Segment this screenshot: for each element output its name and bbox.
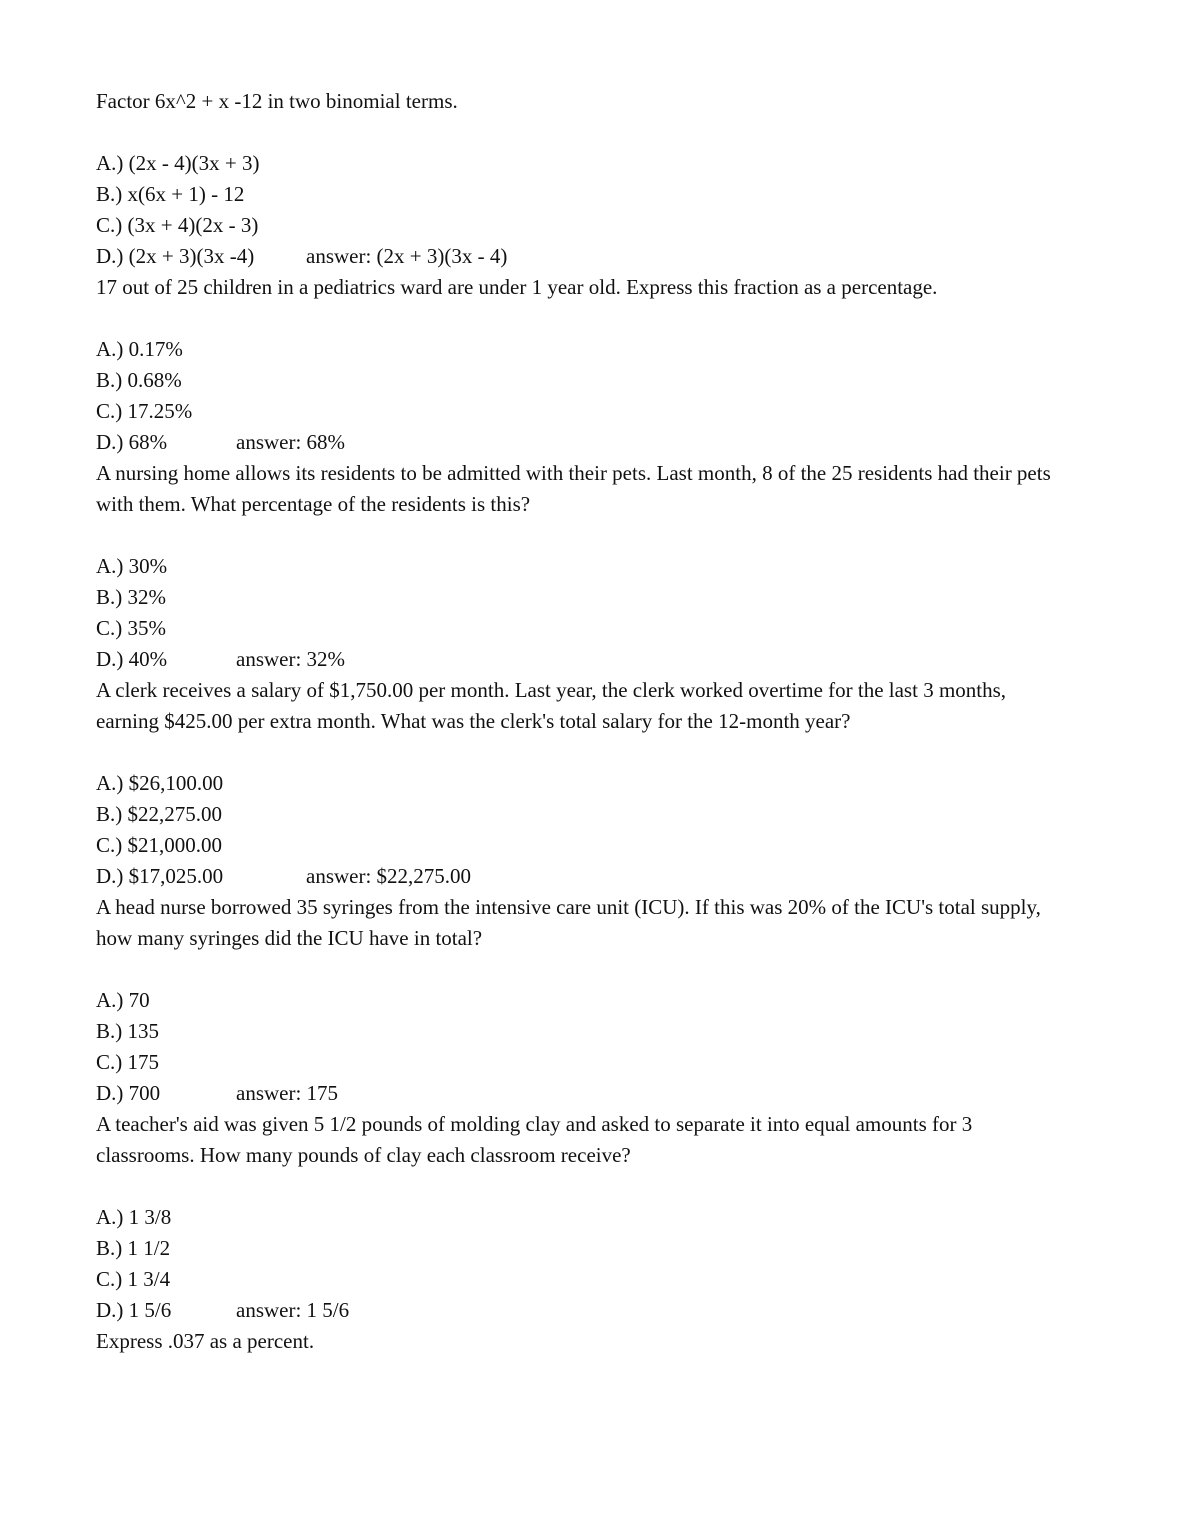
option-b: B.) 1 1/2 bbox=[96, 1236, 171, 1260]
option-a: A.) $26,100.00 bbox=[96, 771, 224, 795]
answer-text: answer: 1 5/6 bbox=[236, 1298, 350, 1322]
option-d-row bbox=[96, 1078, 1056, 1109]
question-text: A teacher's aid was given 5 1/2 pounds of molding clay and asked to separate it into equal amounts for 3 classrooms. How many pounds of clay each classroom receive? bbox=[96, 1112, 973, 1167]
question-text: Factor 6x^2 + x -12 in two binomial terms. bbox=[96, 89, 458, 113]
answer-text: answer: 175 bbox=[236, 1081, 339, 1105]
option-b: B.) x(6x + 1) - 12 bbox=[96, 182, 245, 206]
option-a: A.) 30% bbox=[96, 554, 168, 578]
option-d-row bbox=[96, 427, 1056, 458]
option-c: C.) 175 bbox=[96, 1050, 159, 1074]
question-text: A nursing home allows its residents to be admitted with their pets. Last month, 8 of the 25 residents had their pets with them. What percentage of the residents is this? bbox=[96, 461, 1051, 516]
option-b: B.) 135 bbox=[96, 1019, 159, 1043]
answer-text: answer: 32% bbox=[236, 647, 346, 671]
option-b: B.) 32% bbox=[96, 585, 166, 609]
option-d: D.) 700 bbox=[96, 1081, 161, 1105]
option-d: D.) (2x + 3)(3x -4) bbox=[96, 244, 255, 268]
option-d-row bbox=[96, 861, 1056, 892]
option-c: C.) 17.25% bbox=[96, 399, 193, 423]
question-block bbox=[96, 892, 1056, 1109]
option-c: C.) $21,000.00 bbox=[96, 833, 222, 857]
option-d-row bbox=[96, 1295, 1056, 1326]
option-d: D.) 1 5/6 bbox=[96, 1298, 172, 1322]
answer-text: answer: (2x + 3)(3x - 4) bbox=[306, 244, 508, 268]
question-text: Express .037 as a percent. bbox=[96, 1329, 315, 1353]
answer-text: answer: 68% bbox=[236, 430, 346, 454]
option-a: A.) (2x - 4)(3x + 3) bbox=[96, 151, 260, 175]
question-block bbox=[96, 272, 1056, 458]
question-text: 17 out of 25 children in a pediatrics ward are under 1 year old. Express this fraction as a percentage. bbox=[96, 275, 938, 299]
option-d: D.) 40% bbox=[96, 647, 168, 671]
question-block bbox=[96, 458, 1056, 675]
option-a: A.) 70 bbox=[96, 988, 150, 1012]
question-text: A clerk receives a salary of $1,750.00 per month. Last year, the clerk worked overtime for the last 3 months, earning $425.00 per extra month. What was the clerk's total salary for the 12-month year? bbox=[96, 678, 1007, 733]
option-b: B.) 0.68% bbox=[96, 368, 182, 392]
question-block bbox=[96, 86, 1056, 272]
option-c: C.) 35% bbox=[96, 616, 166, 640]
question-text: A head nurse borrowed 35 syringes from the intensive care unit (ICU). If this was 20% of the ICU's total supply, how many syringes did the ICU have in total? bbox=[96, 895, 1041, 950]
question-block bbox=[96, 675, 1056, 892]
question-block bbox=[96, 1109, 1056, 1326]
option-a: A.) 1 3/8 bbox=[96, 1205, 172, 1229]
answer-text: answer: $22,275.00 bbox=[306, 864, 472, 888]
option-a: A.) 0.17% bbox=[96, 337, 183, 361]
option-c: C.) (3x + 4)(2x - 3) bbox=[96, 213, 259, 237]
document-page bbox=[96, 86, 1056, 1357]
option-b: B.) $22,275.00 bbox=[96, 802, 222, 826]
option-d: D.) 68% bbox=[96, 430, 168, 454]
option-d-row bbox=[96, 241, 1056, 272]
question-block bbox=[96, 1326, 1056, 1357]
option-d: D.) $17,025.00 bbox=[96, 864, 224, 888]
option-c: C.) 1 3/4 bbox=[96, 1267, 171, 1291]
option-d-row bbox=[96, 644, 1056, 675]
